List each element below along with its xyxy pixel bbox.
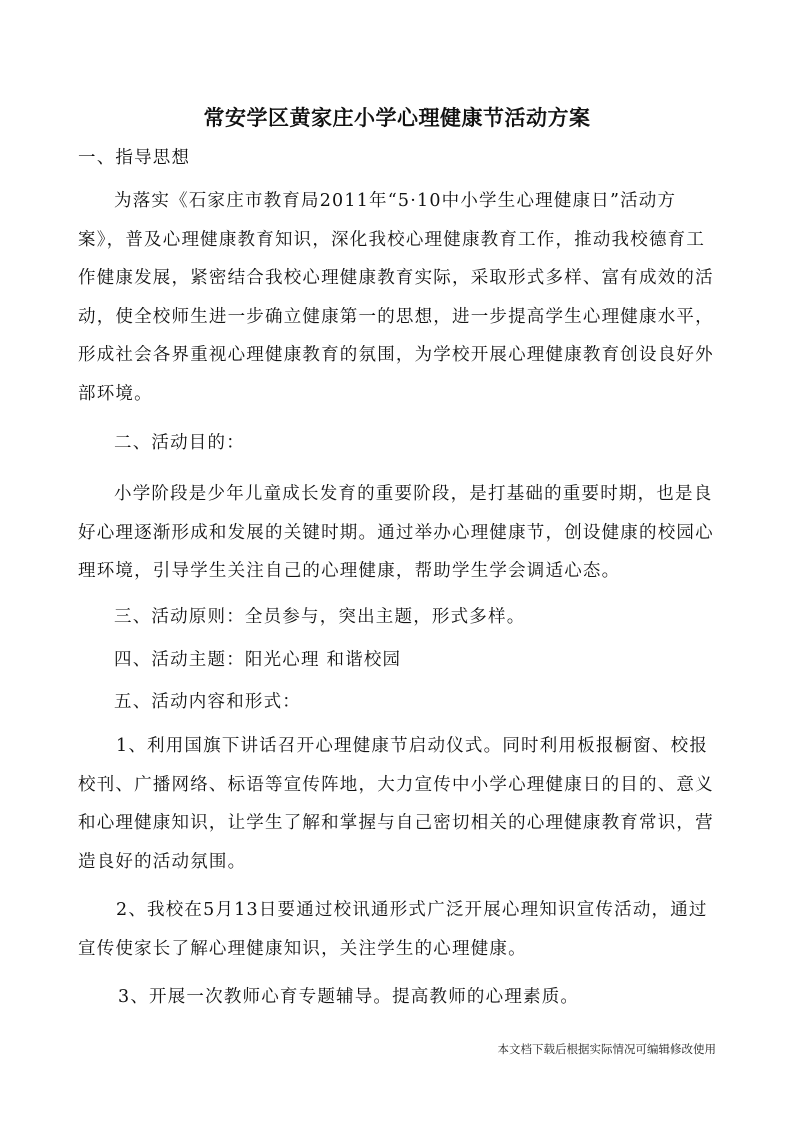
- section-heading-guiding-ideology: 一、指导思想: [78, 148, 191, 168]
- footer-note: 本文档下载后根据实际情况可编辑修改使用: [497, 1042, 716, 1056]
- list-item-activity-1: 1、利用国旗下讲话召开心理健康节启动仪式。同时利用板报橱窗、校报校刊、广播网络、标语等宣传阵地，大力宣传中小学心理健康日的目的、意义和心理健康知识，让学生了解和掌握与自己密切相关的心理健康教育常识，营造良好的活动氛围。: [78, 736, 714, 872]
- list-item-activity-3: 3、开展一次教师心育专题辅导。提高教师的心理素质。: [118, 987, 580, 1007]
- section-heading-activity-purpose: 二、活动目的：: [114, 433, 245, 453]
- paragraph-activity-purpose: 小学阶段是少年儿童成长发育的重要阶段，是打基础的重要时期，也是良好心理逐渐形成和发展的关键时期。通过举办心理健康节，创设健康的校园心理环境，引导学生关注自己的心理健康，帮助学生学会调适心态。: [78, 484, 714, 581]
- document-title: 常安学区黄家庄小学心理健康节活动方案: [203, 106, 591, 130]
- list-item-activity-2: 2、我校在5月13日要通过校讯通形式广泛开展心理知识宣传活动，通过宣传使家长了解心理健康知识，关注学生的心理健康。: [78, 900, 708, 959]
- section-activity-theme: 四、活动主题：阳光心理 和谐校园: [114, 650, 402, 670]
- section-activity-principle: 三、活动原则：全员参与，突出主题，形式多样。: [114, 607, 526, 627]
- section-heading-activity-content: 五、活动内容和形式：: [114, 692, 301, 712]
- paragraph-guiding-ideology: 为落实《石家庄市教育局2011年“5·10中小学生心理健康日”活动方案》，普及心理健康教育知识，深化我校心理健康教育工作，推动我校德育工作健康发展，紧密结合我校心理健康教育实际，采取形式多样、富有成效的活动，使全校师生进一步确立健康第一的思想，进一步提高学生心理健康水平，形成社会各界重视心理健康教育的氛围，为学校开展心理健康教育创设良好外部环境。: [78, 191, 714, 404]
